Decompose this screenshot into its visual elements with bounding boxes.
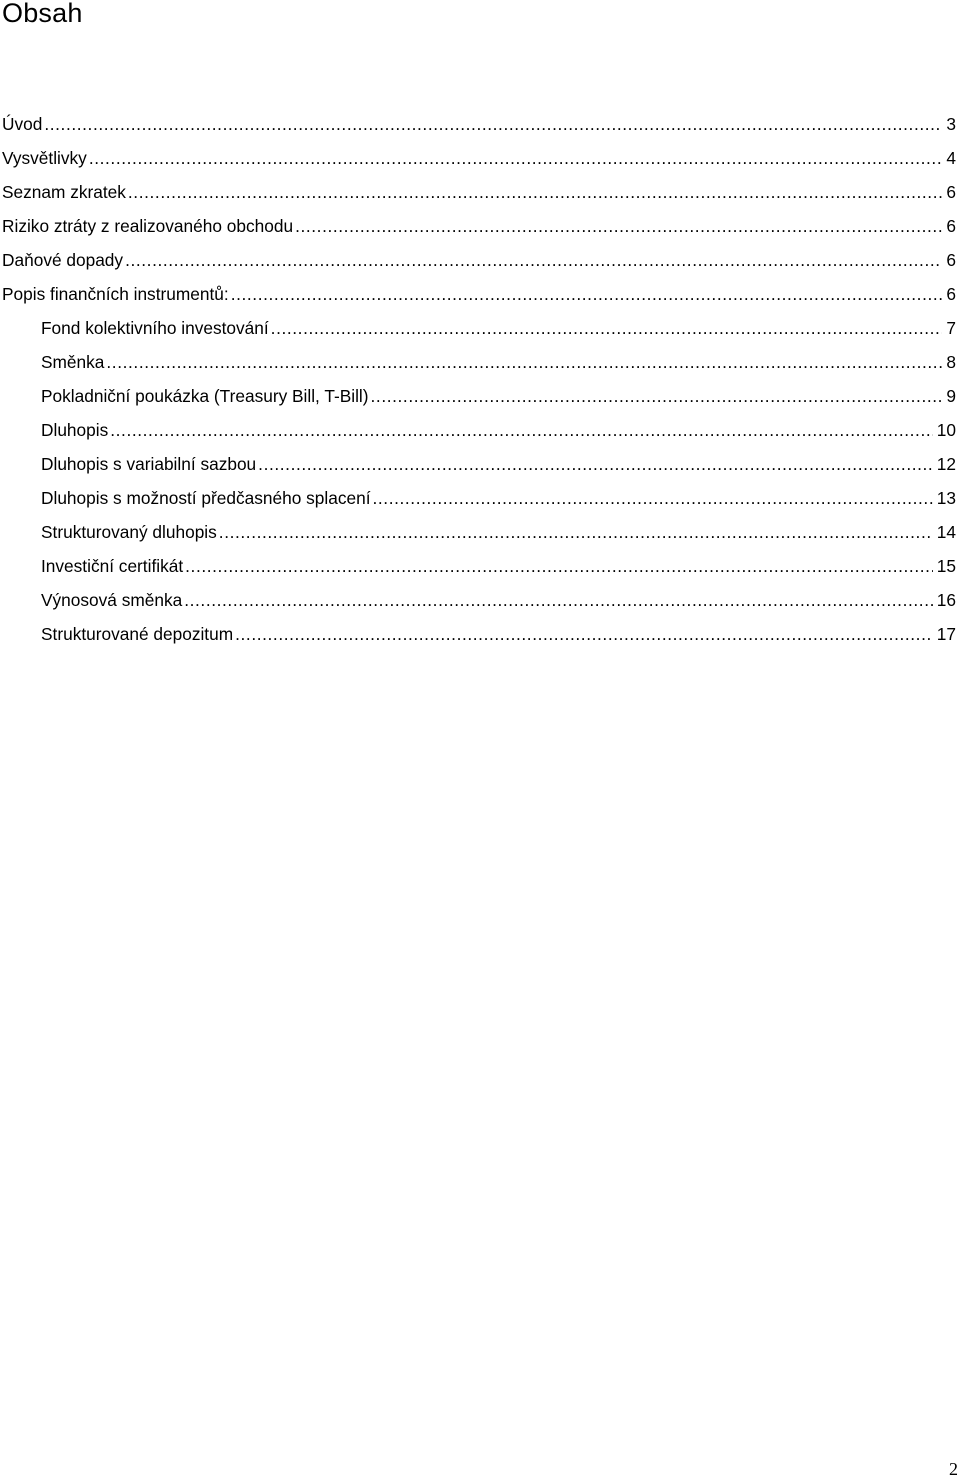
toc-entry-label: Strukturovaný dluhopis: [41, 515, 219, 549]
toc-entry-riziko-ztraty[interactable]: [0, 209, 956, 243]
toc-dot-leader: [235, 617, 933, 651]
toc-entry-page: 13: [933, 481, 956, 515]
toc-entry-page: 3: [942, 107, 956, 141]
toc-entry-strukturovane-depozitum[interactable]: [0, 617, 956, 651]
toc-entry-page: 10: [933, 413, 956, 447]
toc-entry-page: 9: [942, 379, 956, 413]
toc-entry-label: Výnosová směnka: [41, 583, 184, 617]
toc-entry-label: Strukturované depozitum: [41, 617, 235, 651]
toc-entry-dluhopis[interactable]: [0, 413, 956, 447]
toc-entry-seznam-zkratek[interactable]: [0, 175, 956, 209]
toc-entry-popis-instrumentu[interactable]: [0, 277, 956, 311]
toc-entry-page: 12: [933, 447, 956, 481]
toc-entry-label: Daňové dopady: [2, 243, 125, 277]
toc-entry-page: 6: [942, 209, 956, 243]
toc-dot-leader: [373, 481, 933, 515]
toc-entry-label: Fond kolektivního investování: [41, 311, 271, 345]
toc-dot-leader: [44, 107, 942, 141]
toc-entry-page: 6: [942, 175, 956, 209]
toc-entry-page: 16: [933, 583, 956, 617]
toc-entry-page: 17: [933, 617, 956, 651]
toc-entry-page: 6: [942, 277, 956, 311]
page-title: Obsah: [2, 0, 83, 28]
toc-entry-label: Vysvětlivky: [2, 141, 89, 175]
toc-dot-leader: [184, 583, 933, 617]
toc-entry-uvod[interactable]: [0, 107, 956, 141]
toc-dot-leader: [271, 311, 943, 345]
toc-entry-page: 4: [942, 141, 956, 175]
toc-entry-danove-dopady[interactable]: [0, 243, 956, 277]
toc-entry-label: Riziko ztráty z realizovaného obchodu: [2, 209, 295, 243]
toc-entry-label: Popis finančních instrumentů:: [2, 277, 231, 311]
toc-dot-leader: [89, 141, 943, 175]
page-number: 2: [949, 1459, 958, 1479]
toc-entry-page: 7: [942, 311, 956, 345]
table-of-contents: [0, 107, 956, 651]
toc-entry-label: Seznam zkratek: [2, 175, 128, 209]
toc-entry-smenka[interactable]: [0, 345, 956, 379]
toc-dot-leader: [258, 447, 933, 481]
toc-entry-investicni-certifikat[interactable]: [0, 549, 956, 583]
toc-entry-vysvetlivky[interactable]: [0, 141, 956, 175]
toc-dot-leader: [110, 413, 933, 447]
toc-entry-label: Dluhopis s možností předčasného splacení: [41, 481, 373, 515]
toc-entry-label: Pokladniční poukázka (Treasury Bill, T-Bill): [41, 379, 371, 413]
toc-entry-page: 8: [942, 345, 956, 379]
toc-dot-leader: [185, 549, 933, 583]
toc-dot-leader: [295, 209, 942, 243]
toc-entry-label: Investiční certifikát: [41, 549, 185, 583]
toc-entry-fond-kolektivniho-investovani[interactable]: [0, 311, 956, 345]
toc-entry-dluhopis-variabilni-sazba[interactable]: [0, 447, 956, 481]
toc-dot-leader: [371, 379, 943, 413]
toc-dot-leader: [231, 277, 943, 311]
toc-entry-pokladnicni-poukazka[interactable]: [0, 379, 956, 413]
toc-dot-leader: [106, 345, 942, 379]
toc-entry-page: 15: [933, 549, 956, 583]
toc-dot-leader: [125, 243, 942, 277]
toc-dot-leader: [128, 175, 942, 209]
toc-entry-label: Směnka: [41, 345, 106, 379]
toc-entry-label: Dluhopis: [41, 413, 110, 447]
toc-entry-label: Dluhopis s variabilní sazbou: [41, 447, 258, 481]
toc-entry-strukturovany-dluhopis[interactable]: [0, 515, 956, 549]
toc-entry-page: 6: [942, 243, 956, 277]
toc-entry-label: Úvod: [2, 107, 44, 141]
toc-entry-vynosova-smenka[interactable]: [0, 583, 956, 617]
toc-entry-dluhopis-predcasne-splaceni[interactable]: [0, 481, 956, 515]
toc-dot-leader: [219, 515, 933, 549]
toc-entry-page: 14: [933, 515, 956, 549]
